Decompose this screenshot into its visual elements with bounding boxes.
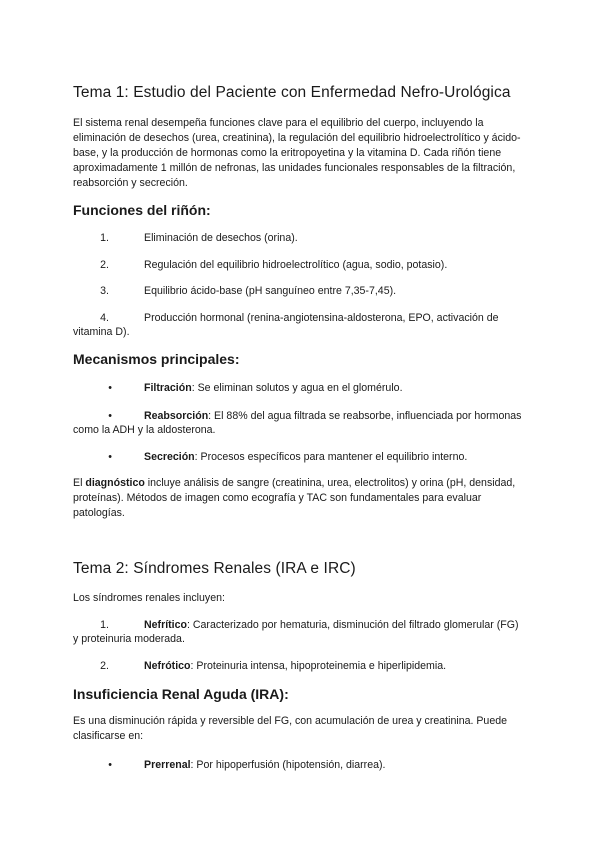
ira-item-1: • Prerrenal: Por hipoperfusión (hipotensión, diarrea). (108, 759, 386, 771)
funcion-item-1: 1. Eliminación de desechos (orina). (100, 232, 298, 244)
mecanismo-item-3: • Secreción: Procesos específicos para mantener el equilibrio interno. (108, 451, 468, 463)
tema2-intro: Los síndromes renales incluyen: (73, 592, 225, 604)
mecanismo-item-1: • Filtración: Se eliminan solutos y agua en el glomérulo. (108, 382, 403, 394)
funcion-item-3: 3. Equilibrio ácido-base (pH sanguíneo entre 7,35-7,45). (100, 285, 397, 297)
mecanismos-heading: Mecanismos principales: (73, 351, 240, 367)
funciones-heading: Funciones del riñón: (73, 202, 211, 218)
ira-heading: Insuficiencia Renal Aguda (IRA): (73, 686, 289, 702)
diagnostico-paragraph: El diagnóstico incluye análisis de sangre (creatinina, urea, electrolitos) y orina (pH, densidad, proteínas). Métodos de imagen como ecografía y TAC son fundamentales para evaluar patologías. (73, 477, 516, 519)
mecanismo-item-2: • Reabsorción: El 88% del agua filtrada se reabsorbe, influenciada por hormonas como la ADH y la aldosterona. (73, 410, 522, 436)
sindrome-item-1: 1. Nefrítico: Caracterizado por hematuria, disminución del filtrado glomerular (FG) y proteinuria moderada. (73, 619, 519, 645)
funcion-item-4: 4. Producción hormonal (renina-angiotensina-aldosterona, EPO, activación de vitamina D). (73, 312, 499, 338)
tema2-title: Tema 2: Síndromes Renales (IRA e IRC) (73, 560, 356, 577)
ira-paragraph: Es una disminución rápida y reversible del FG, con acumulación de urea y creatinina. Puede clasificarse en: (73, 715, 507, 742)
sindrome-item-2: 2. Nefrótico: Proteinuria intensa, hipoproteinemia e hiperlipidemia. (100, 660, 447, 672)
funcion-item-2: 2. Regulación del equilibrio hidroelectrolítico (agua, sodio, potasio). (100, 259, 448, 271)
tema1-intro: El sistema renal desempeña funciones clave para el equilibrio del cuerpo, incluyendo la eliminación de desechos (urea, creatinina), la regulación del equilibrio hidroelectrolítico y ácido-base, y la producción de hormonas como la eritropoyetina y la vitamina D. Cada riñón tiene aproximadamente 1 millón de nefronas, las unidades funcionales responsables de la filtración, reabsorción y secreción. (73, 117, 521, 189)
tema1-title: Tema 1: Estudio del Paciente con Enfermedad Nefro-Urológica (73, 84, 511, 101)
